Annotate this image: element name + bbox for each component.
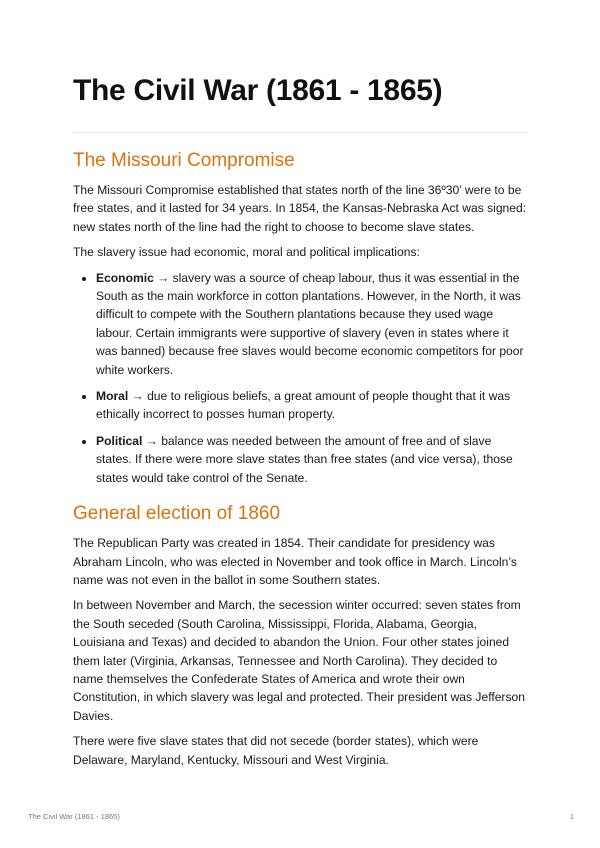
implications-list: [73, 269, 528, 487]
list-item-text: → balance was needed between the amount of free and of slave states. If there were more slave states than free states (and vice versa), those states would take control of the Senate.: [96, 433, 513, 485]
page-title: The Civil War (1861 - 1865): [73, 74, 443, 107]
list-item-text: → slavery was a source of cheap labour, thus it was essential in the South as the main workforce in cotton plantations. However, in the North, it was difficult to compete with the Southern plantations because they used wage labour. Certain immigrants were supportive of slavery (even in states where it was banned) because free slaves would become economic competitors for poor white workers.: [96, 270, 524, 377]
paragraph: The slavery issue had economic, moral and political implications:: [73, 245, 420, 260]
section-heading-general-election: General election of 1860: [73, 503, 281, 525]
list-item-text: → due to religious beliefs, a great amount of people thought that it was ethically incorrect to posses human property.: [96, 389, 511, 422]
list-item-term: Political: [96, 433, 143, 448]
list-item-term: Moral: [96, 389, 129, 404]
document-body: [73, 148, 528, 776]
list-item-political: [96, 432, 528, 487]
paragraph: There were five slave states that did not secede (border states), which were Delaware, Maryland, Kentucky, Missouri and West Virginia.: [73, 734, 479, 767]
list-item-moral: [96, 387, 528, 424]
page-footer: [28, 812, 574, 821]
section-heading-missouri-compromise: The Missouri Compromise: [73, 150, 295, 171]
list-item-economic: [96, 269, 528, 379]
page-number: 1: [569, 812, 574, 821]
paragraph: The Republican Party was created in 1854. Their candidate for presidency was Abraham Lincoln, who was elected in November and took office in March. Lincoln’s name was not even in the ballot in some Southern states.: [73, 536, 517, 587]
footer-title: The Civil War (1861 - 1865): [28, 812, 120, 821]
title-divider: [73, 132, 528, 133]
paragraph: In between November and March, the secession winter occurred: seven states from the South seceded (South Carolina, Mississippi, Florida, Alabama, Georgia, Louisiana and Texas) and decided to abandon the Union. Four other states joined them later (Virginia, Arkansas, Tennessee and North Carolina). They decided to name themselves the Confederate States of America and wrote their own Constitution, in which slavery was legal and protected. Their president was Jefferson Davies.: [73, 598, 525, 723]
paragraph: The Missouri Compromise established that states north of the line 36º30’ were to be free states, and it lasted for 34 years. In 1854, the Kansas-Nebraska Act was signed: new states north of the line had the right to choose to become slave states.: [73, 183, 527, 234]
list-item-term: Economic: [96, 270, 154, 285]
